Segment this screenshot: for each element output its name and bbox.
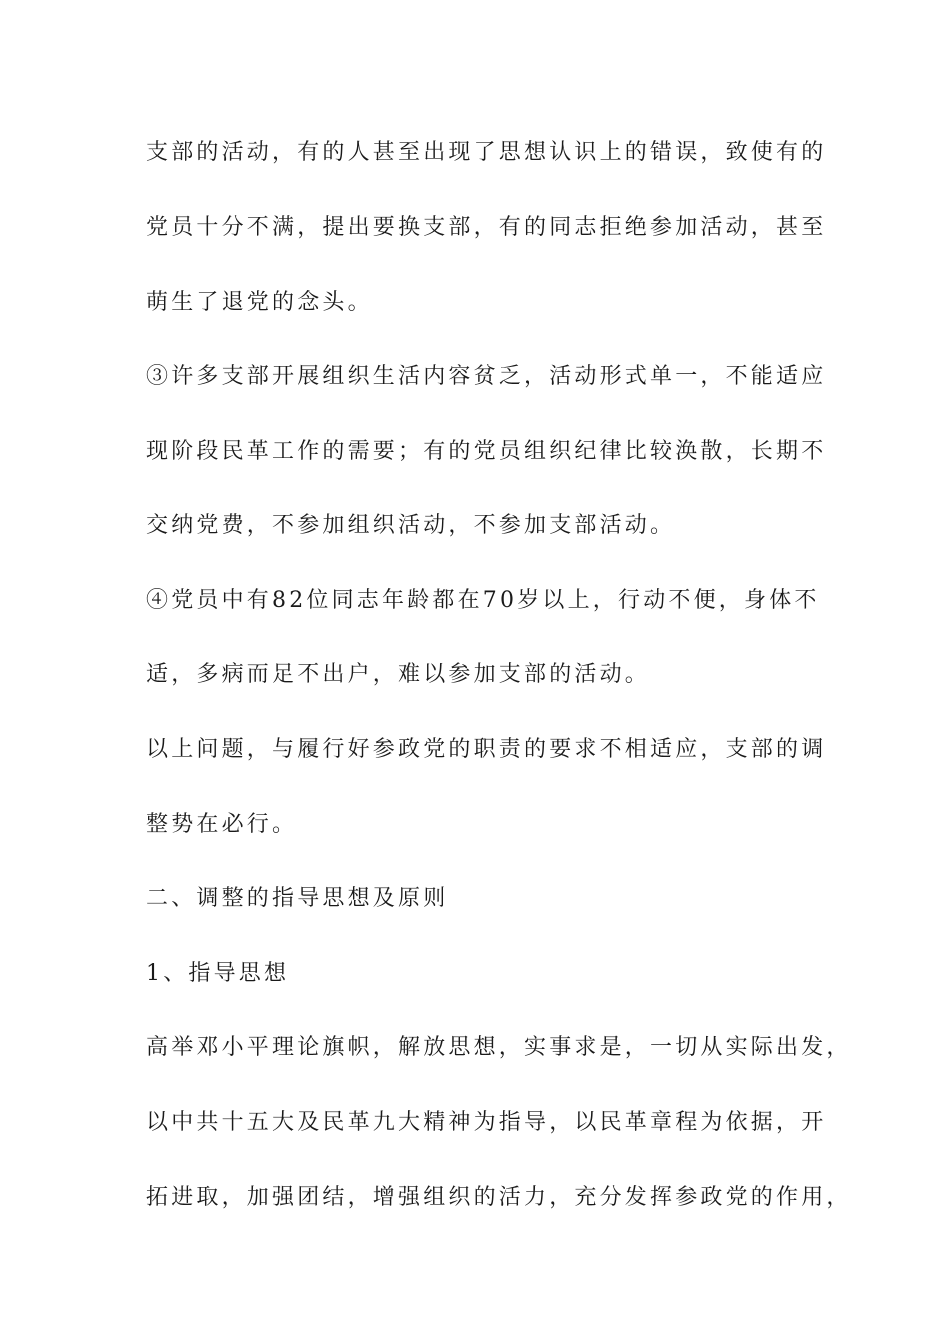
paragraph-line: ③许多支部开展组织生活内容贫乏，活动形式单一，不能适应	[146, 364, 827, 389]
paragraph-line: ④党员中有82位同志年龄都在70岁以上，行动不便，身体不	[146, 588, 820, 613]
paragraph-line: 党员十分不满，提出要换支部，有的同志拒绝参加活动，甚至	[146, 215, 827, 240]
section-heading: 二、调整的指导思想及原则	[146, 886, 449, 911]
paragraph-line: 交纳党费，不参加组织活动，不参加支部活动。	[146, 513, 676, 538]
paragraph-line: 以中共十五大及民革九大精神为指导，以民革章程为依据，开	[146, 1110, 827, 1135]
paragraph-line: 支部的活动，有的人甚至出现了思想认识上的错误，致使有的	[146, 140, 827, 165]
paragraph-line: 以上问题，与履行好参政党的职责的要求不相适应，支部的调	[146, 737, 827, 762]
paragraph-line: 现阶段民革工作的需要；有的党员组织纪律比较涣散，长期不	[146, 439, 827, 464]
paragraph-line: 拓进取，加强团结，增强组织的活力，充分发挥参政党的作用，	[146, 1185, 852, 1210]
paragraph-line: 适，多病而足不出户，难以参加支部的活动。	[146, 662, 651, 687]
subsection-heading: 1、指导思想	[146, 961, 290, 986]
paragraph-line: 整势在必行。	[146, 812, 298, 837]
paragraph-line: 萌生了退党的念头。	[146, 290, 373, 315]
paragraph-line: 高举邓小平理论旗帜，解放思想，实事求是，一切从实际出发，	[146, 1035, 852, 1060]
